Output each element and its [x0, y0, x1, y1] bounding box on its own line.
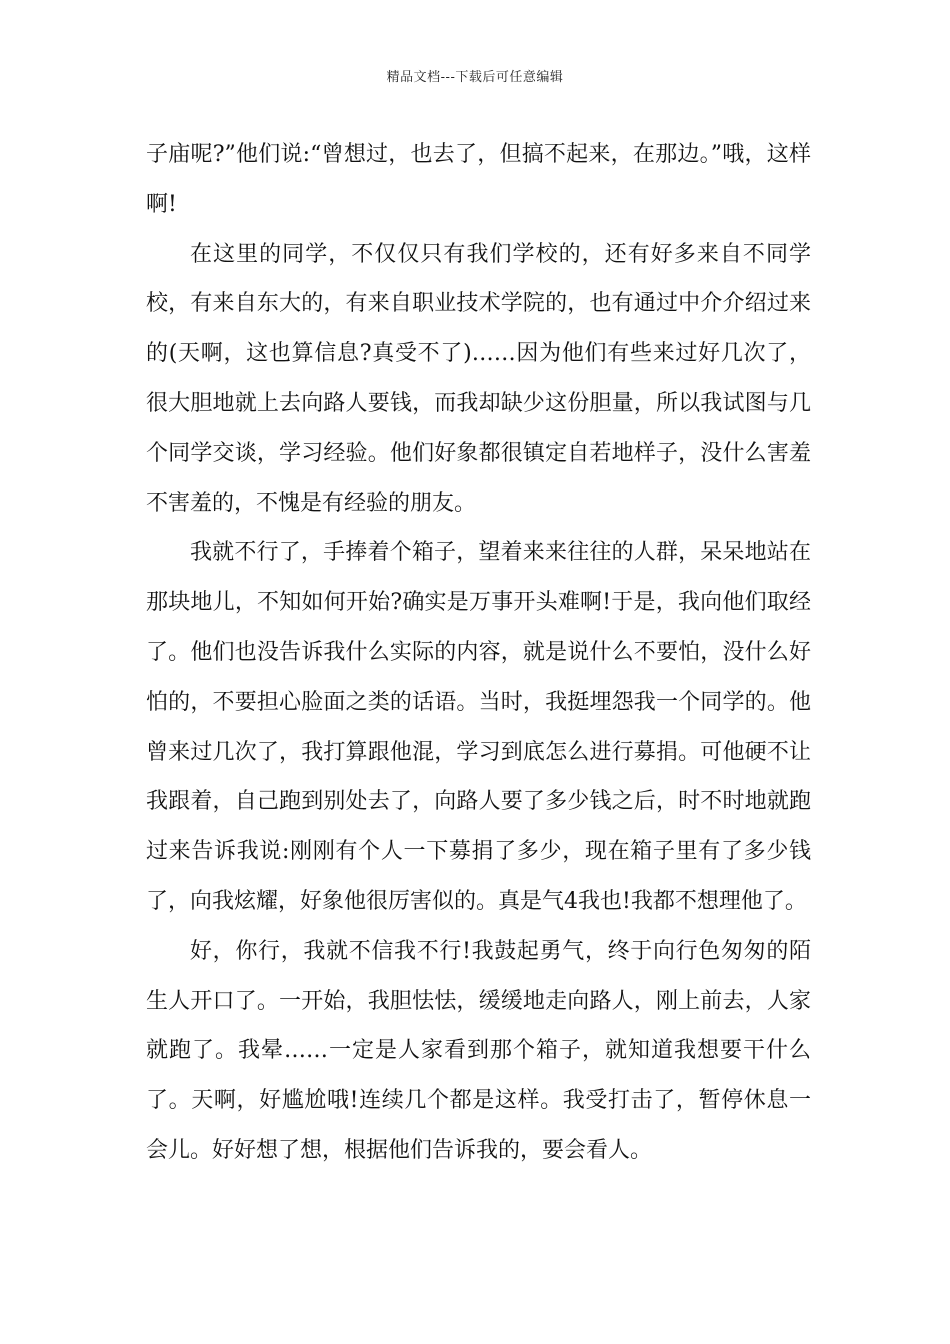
paragraph: 在这里的同学，不仅仅只有我们学校的，还有好多来自不同学校，有来自东大的，有来自职业技术学院的，也有通过中介介绍过来的(天啊，这也算信息?真受不了)……因为他们有些来过好几次了，很大胆地就上去向路人要钱，而我却缺少这份胆量，所以我试图与几个同学交谈，学习经验。他们好象都很镇定自若地样子，没什么害羞不害羞的，不愧是有经验的朋友。: [146, 241, 811, 516]
document-body: [146, 130, 811, 1176]
paragraph: 好，你行，我就不信我不行!我鼓起勇气，终于向行色匆匆的陌生人开口了。一开始，我胆怯怯，缓缓地走向路人，刚上前去，人家就跑了。我晕……一定是人家看到那个箱子，就知道我想要干什么了。天啊，好尴尬哦!连续几个都是这样。我受打击了，暂停休息一会儿。好好想了想，根据他们告诉我的，要会看人。: [146, 938, 811, 1163]
paragraph: 我就不行了，手捧着个箱子，望着来来往往的人群，呆呆地站在那块地儿，不知如何开始?确实是万事开头难啊!于是，我向他们取经了。他们也没告诉我什么实际的内容，就是说什么不要怕，没什么好怕的，不要担心脸面之类的话语。当时，我挺埋怨我一个同学的。他曾来过几次了，我打算跟他混，学习到底怎么进行募捐。可他硬不让我跟着，自己跑到别处去了，向路人要了多少钱之后，时不时地就跑过来告诉我说:刚刚有个人一下募捐了多少，现在箱子里有了多少钱了，向我炫耀，好象他很厉害似的。真是气4我也!我都不想理他了。: [146, 540, 811, 914]
page-header: 精品文档---下载后可任意编辑: [386, 70, 564, 85]
paragraph: 子庙呢?”他们说:“曾想过，也去了，但搞不起来，在那边。”哦，这样啊!: [146, 142, 811, 217]
